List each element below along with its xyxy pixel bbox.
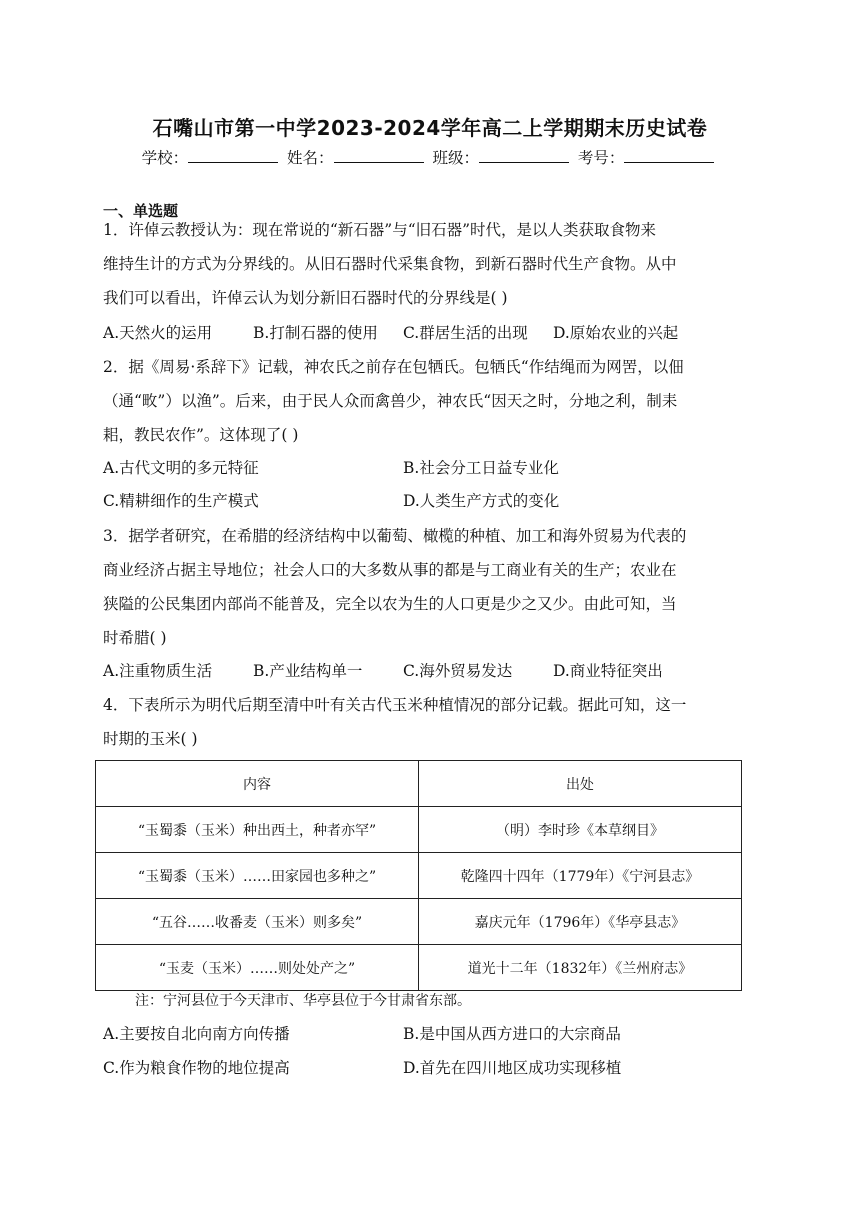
question-1-stem [103, 213, 759, 315]
option-b: B.打制石器的使用 [253, 324, 378, 342]
stem-line: 1．许倬云教授认为：现在常说的“新石器”与“旧石器”时代，是以人类获取食物来 [103, 221, 657, 239]
corn-records-table [95, 760, 742, 991]
option-d: D.人类生产方式的变化 [403, 492, 560, 510]
student-info-line [0, 146, 860, 168]
question-2-stem [103, 350, 759, 452]
option-d: D.原始农业的兴起 [553, 324, 679, 342]
name-label: 姓名： [287, 149, 334, 167]
table-header-content: 内容 [96, 761, 419, 807]
table-cell-source: 嘉庆元年（1796年）《华亭县志》 [419, 899, 742, 945]
option-a: A.注重物质生活 [103, 662, 213, 680]
class-label: 班级： [432, 149, 479, 167]
class-blank [479, 148, 569, 163]
option-d: D.首先在四川地区成功实现移植 [403, 1059, 622, 1077]
question-1-options [103, 318, 759, 348]
stem-line: 狭隘的公民集团内部尚不能普及，完全以农为生的人口更是少之又少。由此可知，当 [103, 595, 677, 613]
question-3-options [103, 656, 759, 686]
stem-line: 耜，教民农作”。这体现了( ) [103, 426, 299, 444]
option-a: A.天然火的运用 [103, 324, 213, 342]
table-row [96, 899, 742, 945]
exam-no-blank [624, 148, 714, 163]
name-blank [334, 148, 424, 163]
table-cell-content: “玉蜀黍（玉米）……田家园也多种之” [96, 853, 419, 899]
option-b: B.社会分工日益专业化 [403, 459, 559, 477]
question-4-options-row-1 [103, 1019, 759, 1049]
stem-line: 商业经济占据主导地位；社会人口的大多数从事的都是与工商业有关的生产；农业在 [103, 561, 677, 579]
table-cell-source: （明）李时珍《本草纲目》 [419, 807, 742, 853]
option-c: C.海外贸易发达 [403, 662, 513, 680]
question-4-options-row-2 [103, 1053, 759, 1083]
table-cell-source: 乾隆四十四年（1779年）《宁河县志》 [419, 853, 742, 899]
table-header-row [96, 761, 742, 807]
table-note: 注：宁河县位于今天津市、华亭县位于今甘肃省东部。 [135, 993, 471, 1009]
option-a: A.古代文明的多元特征 [103, 459, 259, 477]
stem-line: 3．据学者研究，在希腊的经济结构中以葡萄、橄榄的种植、加工和海外贸易为代表的 [103, 527, 687, 545]
exam-title: 石嘴山市第一中学2023-2024学年高二上学期期末历史试卷 [152, 116, 708, 140]
question-4-stem [103, 688, 759, 756]
table-cell-content: “玉麦（玉米）……则处处产之” [96, 945, 419, 991]
option-d: D.商业特征突出 [553, 662, 663, 680]
option-c: C.群居生活的出现 [403, 324, 528, 342]
question-2-options-row-2 [103, 486, 759, 516]
section-heading: 一、单选题 [103, 202, 179, 220]
stem-line: 时希腊( ) [103, 629, 167, 647]
school-blank [188, 148, 278, 163]
option-c: C.精耕细作的生产模式 [103, 492, 259, 510]
table-header-source: 出处 [419, 761, 742, 807]
stem-line: 时期的玉米( ) [103, 730, 198, 748]
stem-line: 我们可以看出，许倬云认为划分新旧石器时代的分界线是( ) [103, 289, 508, 307]
table-cell-source: 道光十二年（1832年）《兰州府志》 [419, 945, 742, 991]
stem-line: （通“畋”）以渔”。后来，由于民人众而禽兽少，神农氏“因天之时，分地之利，制耒 [103, 392, 678, 410]
option-b: B.是中国从西方进口的大宗商品 [403, 1025, 621, 1043]
question-3-stem [103, 519, 759, 655]
option-c: C.作为粮食作物的地位提高 [103, 1059, 290, 1077]
table-row [96, 807, 742, 853]
option-b: B.产业结构单一 [253, 662, 363, 680]
stem-line: 4．下表所示为明代后期至清中叶有关古代玉米种植情况的部分记载。据此可知，这一 [103, 696, 687, 714]
table-cell-content: “五谷……收番麦（玉米）则多矣” [96, 899, 419, 945]
table-cell-content: “玉蜀黍（玉米）种出西土，种者亦罕” [96, 807, 419, 853]
table-row [96, 945, 742, 991]
exam-no-label: 考号： [577, 149, 625, 167]
question-2-options-row-1 [103, 453, 759, 483]
stem-line: 2．据《周易·系辞下》记载，神农氏之前存在包牺氏。包牺氏“作结绳而为网罟，以佃 [103, 358, 684, 376]
option-a: A.主要按自北向南方向传播 [103, 1025, 290, 1043]
school-label: 学校： [141, 149, 189, 167]
table-row [96, 853, 742, 899]
stem-line: 维持生计的方式为分界线的。从旧石器时代采集食物，到新石器时代生产食物。从中 [103, 255, 677, 273]
